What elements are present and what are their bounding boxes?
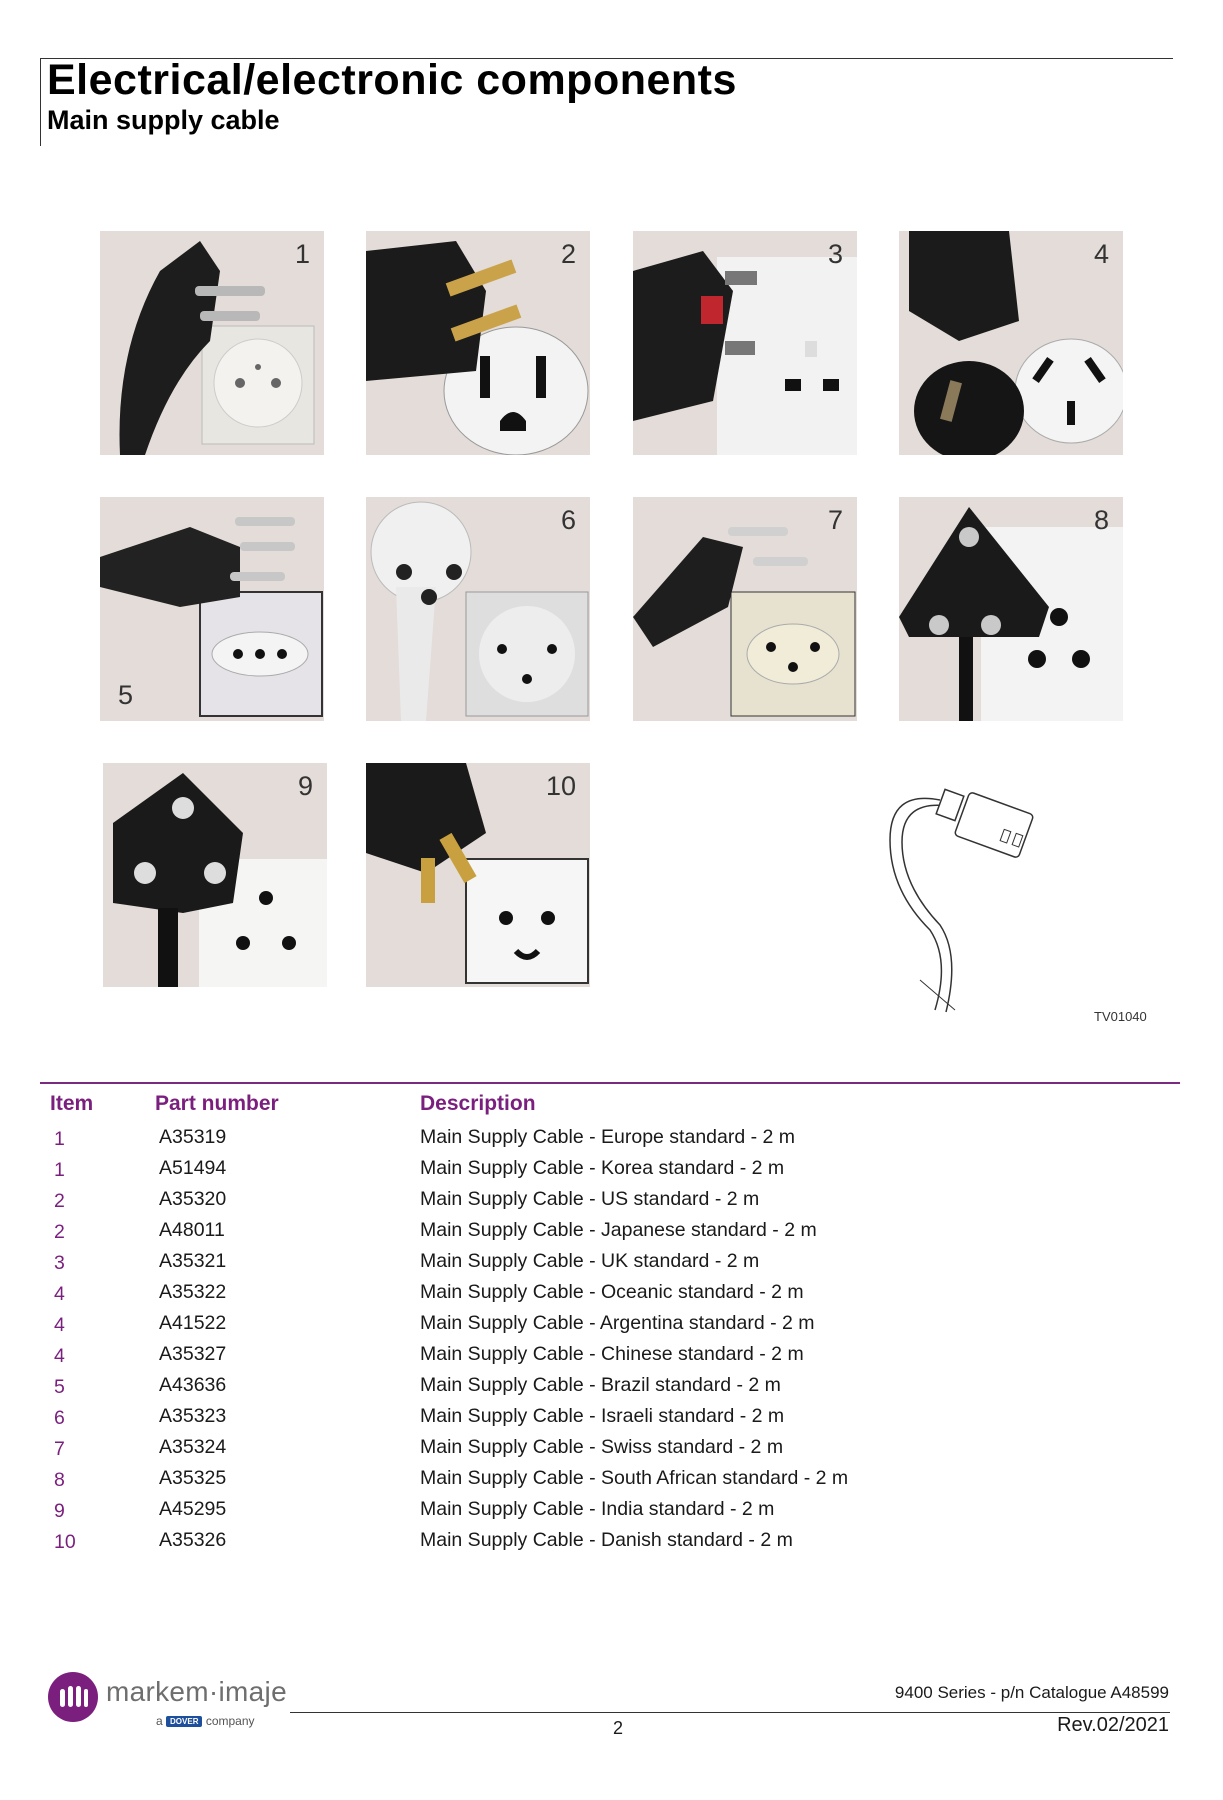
parts-table-body (0, 1122, 1223, 1556)
table-row (0, 1153, 1223, 1184)
item-number: 2 (54, 1221, 65, 1243)
plug-photo-4 (899, 231, 1123, 455)
item-number: 5 (54, 1376, 65, 1398)
catalogue-reference: 9400 Series - p/n Catalogue A48599 (894, 1683, 1169, 1702)
dover-badge: DOVER (166, 1716, 202, 1727)
table-row (0, 1494, 1223, 1525)
part-number: A43636 (159, 1374, 227, 1396)
plug-photo-6 (366, 497, 590, 721)
tile-number: 6 (560, 505, 576, 535)
table-row (0, 1339, 1223, 1370)
table-row (0, 1215, 1223, 1246)
plug-photo-5 (100, 497, 324, 721)
part-number: A35323 (159, 1405, 227, 1427)
part-description: Main Supply Cable - Korea standard - 2 m (420, 1157, 785, 1179)
part-description: Main Supply Cable - Chinese standard - 2 m (420, 1343, 804, 1365)
column-header-description: Description (420, 1092, 536, 1115)
plug-photo-3 (633, 231, 857, 455)
column-header-part-number: Part number (155, 1092, 279, 1115)
table-row (0, 1122, 1223, 1153)
table-row (0, 1525, 1223, 1556)
tile-number: 4 (1093, 239, 1109, 269)
tile-number: 9 (297, 771, 313, 801)
tile-number: 7 (827, 505, 843, 535)
part-number: A51494 (159, 1157, 227, 1179)
part-description: Main Supply Cable - UK standard - 2 m (420, 1250, 760, 1272)
brand-tagline (156, 1714, 255, 1728)
tile-number: 10 (545, 771, 576, 801)
part-description: Main Supply Cable - South African standard - 2 m (420, 1467, 849, 1489)
table-row (0, 1401, 1223, 1432)
table-row (0, 1370, 1223, 1401)
part-number: A35324 (159, 1436, 227, 1458)
part-description: Main Supply Cable - Argentina standard - 2 m (420, 1312, 815, 1334)
part-description: Main Supply Cable - India standard - 2 m (420, 1498, 775, 1520)
item-number: 1 (54, 1128, 65, 1150)
item-number: 4 (54, 1345, 65, 1367)
header-rule-left (40, 58, 41, 146)
table-row (0, 1277, 1223, 1308)
part-number: A45295 (159, 1498, 227, 1520)
iec-connector-drawing (880, 780, 1060, 1020)
table-row (0, 1308, 1223, 1339)
part-number: A35326 (159, 1529, 227, 1551)
page-number: 2 (613, 1718, 624, 1738)
part-number: A48011 (159, 1219, 225, 1241)
brand-name: markem·imaje (106, 1676, 287, 1707)
tile-number: 3 (827, 239, 843, 269)
item-number: 6 (54, 1407, 65, 1429)
plug-photo-2 (366, 231, 590, 455)
tile-number: 1 (294, 239, 310, 269)
tile-number: 8 (1093, 505, 1109, 535)
part-number: A41522 (159, 1312, 227, 1334)
item-number: 4 (54, 1283, 65, 1305)
part-description: Main Supply Cable - US standard - 2 m (420, 1188, 760, 1210)
drawing-code: TV01040 (1094, 1009, 1147, 1024)
item-number: 8 (54, 1469, 65, 1491)
plug-photo-7 (633, 497, 857, 721)
footer-rule (290, 1712, 1170, 1713)
item-number: 4 (54, 1314, 65, 1336)
column-header-item: Item (50, 1092, 94, 1115)
item-number: 3 (54, 1252, 65, 1274)
table-row (0, 1246, 1223, 1277)
item-number: 2 (54, 1190, 65, 1212)
part-number: A35327 (159, 1343, 227, 1365)
table-rule (40, 1082, 1180, 1084)
plug-photo-1 (100, 231, 324, 455)
page-title: Electrical/electronic components (47, 56, 737, 104)
plug-photo-10 (366, 763, 590, 987)
part-description: Main Supply Cable - Danish standard - 2 m (420, 1529, 793, 1551)
part-description: Main Supply Cable - Oceanic standard - 2 m (420, 1281, 804, 1303)
plug-photo-9 (103, 763, 327, 987)
table-row (0, 1432, 1223, 1463)
item-number: 10 (54, 1531, 76, 1553)
part-description: Main Supply Cable - Swiss standard - 2 m (420, 1436, 784, 1458)
part-description: Main Supply Cable - Europe standard - 2 m (420, 1126, 796, 1148)
table-row (0, 1463, 1223, 1494)
item-number: 9 (54, 1500, 65, 1522)
part-number: A35320 (159, 1188, 227, 1210)
tile-number: 2 (560, 239, 576, 269)
table-row (0, 1184, 1223, 1215)
tile-number: 5 (118, 680, 134, 710)
part-description: Main Supply Cable - Brazil standard - 2 m (420, 1374, 781, 1396)
item-number: 1 (54, 1159, 65, 1181)
item-number: 7 (54, 1438, 65, 1460)
part-number: A35321 (159, 1250, 227, 1272)
markem-imaje-logo (48, 1672, 287, 1732)
part-number: A35319 (159, 1126, 227, 1148)
revision-label: Rev.02/2021 (1057, 1714, 1169, 1736)
part-number: A35325 (159, 1467, 227, 1489)
part-description: Main Supply Cable - Israeli standard - 2 m (420, 1405, 785, 1427)
brand-tagline-prefix: a (156, 1714, 163, 1728)
part-number: A35322 (159, 1281, 227, 1303)
page-subtitle: Main supply cable (47, 105, 280, 135)
logo-mark-icon (48, 1672, 98, 1722)
part-description: Main Supply Cable - Japanese standard - 2 m (420, 1219, 817, 1241)
brand-tagline-suffix: company (205, 1714, 255, 1728)
plug-photo-8 (899, 497, 1123, 721)
